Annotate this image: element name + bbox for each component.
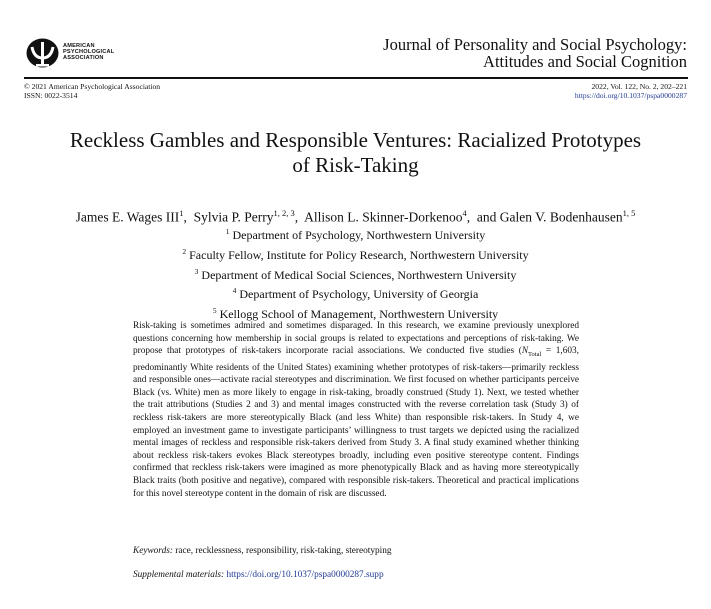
logo-line: PSYCHOLOGICAL: [63, 49, 115, 56]
author-list: James E. Wages III$^1$, Sylvia P. Perry$^{1, 2, 3}$, Allison L. Skinner-Dorkenoo$^4$, and Galen V. Bodenhausen$^{1, 5}$: [75, 208, 636, 225]
keywords: [133, 545, 392, 557]
affiliation-number: 2: [182, 246, 187, 256]
apa-logo: [26, 38, 156, 68]
logo-line: ASSOCIATION: [63, 55, 104, 62]
author-affiliation-mark: 1: [179, 208, 184, 218]
author-affiliation-mark: 1, 5: [622, 208, 636, 218]
article-title: [40, 128, 671, 178]
affiliation: [10, 224, 701, 244]
author-affiliation-mark: 4: [462, 208, 467, 218]
affiliation-text: Department of Medical Social Sciences, Northwestern University: [201, 267, 517, 282]
affiliation: [10, 244, 701, 264]
abstract: [133, 320, 579, 500]
title-line1: Reckless Gambles and Responsible Ventures: Racialized Prototypes: [69, 128, 642, 152]
supplemental-materials: [133, 569, 384, 581]
apa-psi-icon: [26, 38, 59, 68]
affiliation: [10, 264, 701, 284]
keywords-text: race, recklessness, responsibility, risk-taking, stereotyping: [175, 546, 392, 556]
author-name: Sylvia P. Perry: [193, 209, 274, 225]
apa-logo-text: [63, 43, 114, 62]
journal-title-line1: Journal of Personality and Social Psychology:: [383, 35, 687, 54]
affiliation-list: [10, 224, 701, 323]
supplemental-label: Supplemental materials:: [133, 570, 225, 580]
affiliation-number: 3: [194, 266, 199, 276]
journal-title: [383, 36, 687, 70]
author-name: James E. Wages III: [75, 209, 180, 225]
n-symbol: N: [521, 346, 529, 357]
header-rule: [24, 77, 688, 79]
author-affiliation-mark: 1, 2, 3: [273, 208, 295, 218]
keywords-label: Keywords:: [133, 546, 173, 556]
affiliation-number: 4: [232, 286, 237, 296]
journal-title-line2: Attitudes and Social Cognition: [483, 52, 687, 71]
affiliation-text: Kellogg School of Management, Northwestern University: [219, 307, 499, 322]
supplemental-link[interactable]: https://doi.org/10.1037/pspa0000287.supp: [226, 570, 384, 580]
affiliation-text: Faculty Fellow, Institute for Policy Research, Northwestern University: [189, 247, 529, 262]
abstract-text-1: Risk-taking is sometimes admired and sometimes disparaged. In this research, we examine previously unexplored questions concerning how membership in social groups is related to expectations and perceptions of risk-taking. We propose that prototypes of risk-takers incorporate racial associations. We conducted five studies (: [133, 321, 579, 357]
copyright: © 2021 American Psychological Association: [24, 82, 161, 91]
affiliation-text: Department of Psychology, University of Georgia: [239, 287, 479, 302]
author-name: and Galen V. Bodenhausen: [476, 209, 623, 225]
doi-link[interactable]: https://doi.org/10.1037/pspa0000287: [574, 91, 687, 100]
n-subscript: Total: [528, 351, 542, 359]
affiliation-number: 1: [225, 227, 230, 236]
author-name: Allison L. Skinner-Dorkenoo: [304, 209, 463, 225]
affiliation-text: Department of Psychology, Northwestern University: [232, 228, 486, 242]
affiliation-number: 5: [212, 306, 217, 316]
publication-info: [24, 82, 160, 100]
citation: 2022, Vol. 122, No. 2, 202–221: [591, 82, 687, 91]
title-line2: of Risk-Taking: [292, 153, 419, 177]
logo-line: AMERICAN: [63, 43, 95, 49]
issn: ISSN: 0022-3514: [24, 91, 78, 100]
abstract-text-2: = 1,603, predominantly White residents of the United States) examining whether prototypes of risk-takers—primarily reckless and responsible ones—activate racial stereotypes and discrimination. We first focused on whether participants perceive Black (vs. White) men as more likely to engage in risk-taking, broadly construed (Study 1). Next, we tested whether the trait attributions (Studies 2 and 3) and mental images constructed with the reverse correlation task (Study 3) of reckless risk-takers are more stereotypically Black (and less White) than responsible risk-takers. In Study 4, we employed an investment game to investigate participants’ willingness to trust targets we depicted using the racialized mental images of reckless and responsible risk-takers derived from Study 3. A final study examined whether thinking about reckless risk-takers evokes Black stereotypes broadly, including even positive stereotype content. Findings confirmed that reckless risk-takers were imagined as more phenotypically Black and as having more stereotypically Black traits (both positive and negative), compared with responsible risk-takers. Theoretical and practical implications for this novel stereotype content in the domain of risk are discussed.: [133, 346, 579, 499]
journal-header: [0, 0, 711, 100]
affiliation: [10, 283, 701, 303]
citation-info: [575, 82, 687, 100]
